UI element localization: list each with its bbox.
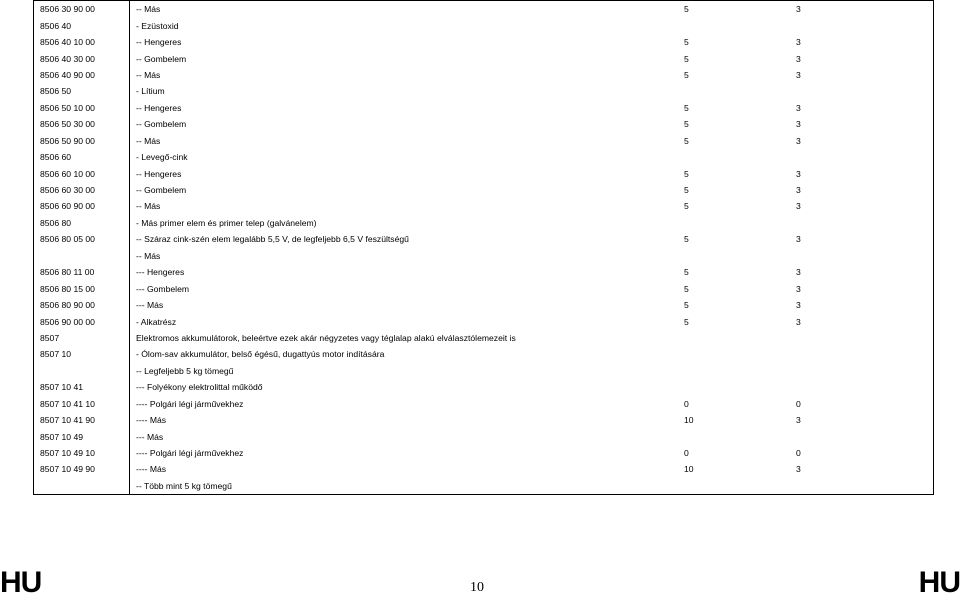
rate-2-cell bbox=[788, 428, 934, 444]
description-cell: -- Gombelem bbox=[136, 185, 187, 196]
table-row bbox=[34, 231, 934, 247]
code-cell: 8506 40 90 00 bbox=[34, 67, 130, 83]
rate-1-cell bbox=[676, 363, 788, 379]
rate-1-cell: 5 bbox=[684, 168, 689, 179]
description-cell: ---- Más bbox=[136, 464, 167, 475]
rate-1-cell bbox=[676, 149, 788, 165]
code-cell: 8506 50 30 00 bbox=[34, 116, 130, 132]
rate-1-cell: 5 bbox=[684, 37, 689, 48]
code-cell: 8507 10 49 10 bbox=[34, 445, 130, 461]
description-cell: -- Több mint 5 kg tömegű bbox=[130, 478, 677, 495]
code-cell bbox=[34, 363, 130, 379]
description-cell: -- Más bbox=[136, 135, 161, 146]
rate-1-cell bbox=[676, 330, 788, 346]
code-cell: 8506 30 90 00 bbox=[34, 1, 130, 18]
description-cell: -- Gombelem bbox=[136, 53, 187, 64]
rate-1-cell bbox=[676, 346, 788, 362]
description-cell: -- Legfeljebb 5 kg tömegű bbox=[136, 365, 234, 376]
rate-2-cell bbox=[788, 83, 934, 99]
code-cell: 8507 10 41 10 bbox=[34, 396, 130, 412]
rate-2-cell bbox=[788, 215, 934, 231]
rate-1-cell: 5 bbox=[684, 316, 689, 327]
code-cell: 8507 10 41 90 bbox=[34, 412, 130, 428]
rate-2-cell: 3 bbox=[788, 67, 934, 83]
rate-2-cell bbox=[788, 379, 934, 395]
table-row bbox=[34, 363, 934, 379]
table-row bbox=[34, 100, 934, 116]
description-cell: - Más primer elem és primer telep (galvánelem) bbox=[136, 217, 317, 228]
code-cell bbox=[34, 478, 130, 495]
rate-2-cell: 0 bbox=[788, 445, 934, 461]
table-row bbox=[34, 478, 934, 495]
description-cell: --- Más bbox=[136, 431, 164, 442]
rate-2-cell bbox=[788, 149, 934, 165]
code-cell: 8506 90 00 00 bbox=[34, 313, 130, 329]
rate-1-cell: 5 bbox=[684, 201, 689, 212]
table-row bbox=[34, 116, 934, 132]
table-row bbox=[34, 83, 934, 99]
description-cell: - Levegő-cink bbox=[136, 152, 188, 163]
table-row bbox=[34, 264, 934, 280]
rate-2-cell: 3 bbox=[788, 231, 934, 247]
code-cell: 8506 80 bbox=[34, 215, 130, 231]
table-row bbox=[34, 34, 934, 50]
rate-1-cell: 5 bbox=[676, 1, 788, 18]
description-cell: -- Hengeres bbox=[136, 37, 182, 48]
page-number: 10 bbox=[470, 580, 484, 595]
code-cell: 8506 60 30 00 bbox=[34, 182, 130, 198]
code-cell: 8507 10 41 bbox=[34, 379, 130, 395]
description-cell: - Lítium bbox=[136, 86, 165, 97]
code-cell: 8506 40 bbox=[34, 17, 130, 33]
table-row bbox=[34, 17, 934, 33]
rate-1-cell: 5 bbox=[684, 102, 689, 113]
rate-1-cell bbox=[676, 83, 788, 99]
table-row bbox=[34, 215, 934, 231]
rate-1-cell bbox=[676, 215, 788, 231]
code-cell: 8506 80 11 00 bbox=[34, 264, 130, 280]
rate-2-cell: 3 bbox=[788, 412, 934, 428]
rate-1-cell: 5 bbox=[684, 119, 689, 130]
tariff-table bbox=[33, 0, 934, 495]
rate-1-cell bbox=[676, 478, 788, 495]
rate-1-cell: 10 bbox=[684, 464, 694, 475]
rate-2-cell: 3 bbox=[788, 297, 934, 313]
code-cell: 8506 40 10 00 bbox=[34, 34, 130, 50]
rate-2-cell: 3 bbox=[788, 100, 934, 116]
table-row bbox=[34, 67, 934, 83]
footer-language-left: HU bbox=[0, 566, 42, 599]
description-cell: --- Gombelem bbox=[136, 283, 190, 294]
table-row bbox=[34, 182, 934, 198]
description-cell: -- Gombelem bbox=[136, 119, 187, 130]
rate-2-cell bbox=[788, 248, 934, 264]
description-cell: --- Más bbox=[136, 300, 164, 311]
description-cell: - Alkatrész bbox=[136, 316, 177, 327]
code-cell: 8506 80 15 00 bbox=[34, 280, 130, 296]
code-cell: 8507 10 49 bbox=[34, 428, 130, 444]
table-row bbox=[34, 165, 934, 181]
table-row bbox=[34, 330, 934, 346]
rate-1-cell: 5 bbox=[684, 300, 689, 311]
rate-2-cell: 3 bbox=[788, 280, 934, 296]
rate-1-cell bbox=[676, 248, 788, 264]
table-row bbox=[34, 198, 934, 214]
code-cell: 8506 50 10 00 bbox=[34, 100, 130, 116]
rate-2-cell bbox=[788, 478, 934, 495]
description-cell: -- Hengeres bbox=[136, 168, 182, 179]
rate-2-cell: 3 bbox=[788, 264, 934, 280]
rate-1-cell bbox=[676, 428, 788, 444]
rate-2-cell: 3 bbox=[788, 133, 934, 149]
rate-2-cell: 3 bbox=[788, 461, 934, 477]
description-cell: --- Hengeres bbox=[136, 267, 185, 278]
code-cell: 8507 10 49 90 bbox=[34, 461, 130, 477]
rate-1-cell bbox=[676, 379, 788, 395]
description-cell: Elektromos akkumulátorok, beleértve ezek akár négyzetes vagy téglalap alakú elválasztólemezeit is bbox=[136, 332, 516, 343]
description-cell: -- Más bbox=[136, 201, 161, 212]
rate-1-cell bbox=[676, 17, 788, 33]
description-cell: -- Hengeres bbox=[136, 102, 182, 113]
table-row bbox=[34, 461, 934, 477]
table-row bbox=[34, 149, 934, 165]
rate-2-cell: 3 bbox=[788, 116, 934, 132]
code-cell bbox=[34, 248, 130, 264]
table-row bbox=[34, 379, 934, 395]
rate-2-cell: 3 bbox=[788, 1, 934, 18]
description-cell: -- Más bbox=[130, 1, 677, 18]
rate-2-cell: 3 bbox=[788, 313, 934, 329]
rate-1-cell: 5 bbox=[684, 283, 689, 294]
table-row bbox=[34, 248, 934, 264]
rate-2-cell: 0 bbox=[788, 396, 934, 412]
rate-1-cell: 5 bbox=[684, 185, 689, 196]
table-row bbox=[34, 50, 934, 66]
description-cell: ---- Polgári légi járművekhez bbox=[136, 398, 244, 409]
description-cell: --- Folyékony elektrolittal működő bbox=[136, 382, 263, 393]
rate-1-cell: 0 bbox=[684, 398, 689, 409]
code-cell: 8506 60 90 00 bbox=[34, 198, 130, 214]
rate-2-cell bbox=[788, 363, 934, 379]
table-row bbox=[34, 297, 934, 313]
rate-2-cell bbox=[788, 346, 934, 362]
tariff-table-body bbox=[34, 1, 934, 495]
description-cell: ---- Polgári légi járművekhez bbox=[136, 448, 244, 459]
table-row bbox=[34, 133, 934, 149]
code-cell: 8507 bbox=[34, 330, 130, 346]
rate-2-cell bbox=[788, 17, 934, 33]
code-cell: 8506 40 30 00 bbox=[34, 50, 130, 66]
code-cell: 8506 80 05 00 bbox=[34, 231, 130, 247]
table-row bbox=[34, 346, 934, 362]
code-cell: 8506 50 90 00 bbox=[34, 133, 130, 149]
code-cell: 8506 60 10 00 bbox=[34, 165, 130, 181]
code-cell: 8506 50 bbox=[34, 83, 130, 99]
table-row bbox=[34, 396, 934, 412]
code-cell: 8506 60 bbox=[34, 149, 130, 165]
description-cell: -- Más bbox=[136, 250, 161, 261]
rate-1-cell: 5 bbox=[684, 234, 689, 245]
description-cell: - Ólom-sav akkumulátor, belső égésű, dugattyús motor indítására bbox=[136, 349, 385, 360]
rate-2-cell: 3 bbox=[788, 182, 934, 198]
table-row bbox=[34, 313, 934, 329]
rate-1-cell: 5 bbox=[684, 53, 689, 64]
rate-1-cell: 0 bbox=[684, 448, 689, 459]
rate-2-cell: 3 bbox=[788, 50, 934, 66]
footer-language-right: HU bbox=[918, 566, 960, 599]
rate-1-cell: 5 bbox=[684, 267, 689, 278]
code-cell: 8506 80 90 00 bbox=[34, 297, 130, 313]
table-row bbox=[34, 280, 934, 296]
table-row bbox=[34, 412, 934, 428]
rate-2-cell bbox=[788, 330, 934, 346]
description-cell: ---- Más bbox=[136, 415, 167, 426]
description-cell: -- Száraz cink-szén elem legalább 5,5 V, de legfeljebb 6,5 V feszültségű bbox=[136, 234, 409, 245]
rate-2-cell: 3 bbox=[788, 34, 934, 50]
rate-2-cell: 3 bbox=[788, 165, 934, 181]
rate-1-cell: 5 bbox=[684, 69, 689, 80]
table-row bbox=[34, 445, 934, 461]
description-cell: -- Más bbox=[136, 69, 161, 80]
code-cell: 8507 10 bbox=[34, 346, 130, 362]
description-cell: - Ezüstoxid bbox=[136, 20, 179, 31]
table-row bbox=[34, 1, 934, 18]
rate-1-cell: 5 bbox=[684, 135, 689, 146]
rate-1-cell: 10 bbox=[684, 415, 694, 426]
table-row bbox=[34, 428, 934, 444]
rate-2-cell: 3 bbox=[788, 198, 934, 214]
